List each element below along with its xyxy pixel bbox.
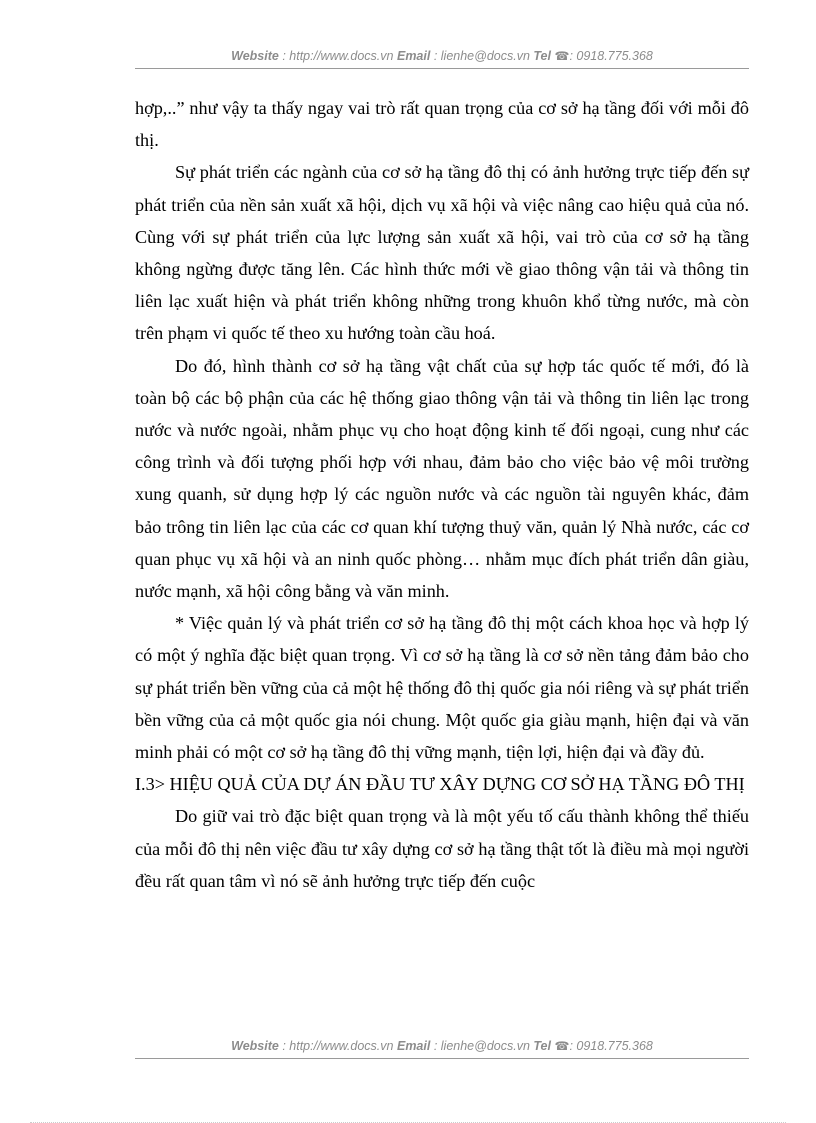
page-header [135,48,749,69]
paragraph-3: Do đó, hình thành cơ sở hạ tầng vật chất của sự hợp tác quốc tế mới, đó là toàn bộ các bộ phận của các hệ thống giao thông vận tải và thông tin liên lạc trong nước và nước ngoài, nhằm phục vụ cho hoạt động kinh tế đối ngoại, cung như các công trình và đối tượng phối hợp với nhau, đảm bảo cho việc bảo vệ môi trường xung quanh, sử dụng hợp lý các nguồn nước và các nguồn tài nguyên khác, đảm bảo trông tin liên lạc của các cơ quan khí tượng thuỷ văn, quản lý Nhà nước, các cơ quan phục vụ xã hội và an ninh quốc phòng… nhằm mục đích phát triển dân giàu, nước mạnh, xã hội công bằng và văn minh. [135,355,749,602]
header-email-link[interactable]: : lienhe@docs.vn [433,49,530,63]
footer-website-link[interactable]: : http://www.docs.vn [282,1039,394,1053]
phone-icon: ☎ [554,49,570,63]
phone-icon: ☎ [554,1039,570,1053]
header-website-link[interactable]: : http://www.docs.vn [282,49,394,63]
document-body [135,92,749,897]
header-tel-label: Tel [533,49,551,63]
footer-website-label: Website [231,1039,279,1053]
header-website-label: Website [231,49,279,63]
footer-tel-label: Tel [533,1039,551,1053]
paragraph-4: * Việc quản lý và phát triển cơ sở hạ tầng đô thị một cách khoa học và hợp lý có một ý nghĩa đặc biệt quan trọng. Vì cơ sở hạ tầng là cơ sở nền tảng đảm bảo cho sự phát triển bền vững của cả một hệ thống đô thị quốc gia nói riêng và sự phát triển bền vững của cả một quốc gia nói chung. Một quốc gia giàu mạnh, hiện đại và văn minh phải có một cơ sở hạ tầng đô thị vững mạnh, tiện lợi, hiện đại và đầy đủ. [135,613,749,763]
paragraph-5: Do giữ vai trò đặc biệt quan trọng và là một yếu tố cấu thành không thể thiếu của mỗi đô thị nên việc đầu tư xây dựng cơ sở hạ tầng thật tốt là điều mà mọi người đều rất quan tâm vì nó sẽ ảnh hưởng trực tiếp đến cuộc [135,806,749,891]
paragraph-2: Sự phát triển các ngành của cơ sở hạ tầng đô thị có ảnh hưởng trực tiếp đến sự phát triển của nền sản xuất xã hội, dịch vụ xã hội và việc nâng cao hiệu quả của nó. Cùng với sự phát triển của lực lượng sản xuất xã hội, vai trò của cơ sở hạ tầng không ngừng được tăng lên. Các hình thức mới về giao thông vận tải và thông tin liên lạc xuất hiện và phát triển không những trong khuôn khổ từng nước, mà còn trên phạm vi quốc tế theo xu hướng toàn cầu hoá. [135,162,749,344]
paragraph-1: hợp,..” như vậy ta thấy ngay vai trò rất quan trọng của cơ sở hạ tầng đối với mỗi đô thị. [135,98,749,151]
footer-email-link[interactable]: : lienhe@docs.vn [433,1039,530,1053]
footer-tel-value: : 0918.775.368 [569,1039,653,1053]
page-footer [135,1038,749,1059]
footer-email-label: Email [396,1039,431,1053]
header-email-label: Email [396,49,431,63]
header-tel-value: : 0918.775.368 [569,49,653,63]
section-heading: I.3> HIỆU QUẢ CỦA DỰ ÁN ĐẦU TƯ XÂY DỰNG CƠ SỞ HẠ TẦNG ĐÔ THỊ [135,774,745,795]
